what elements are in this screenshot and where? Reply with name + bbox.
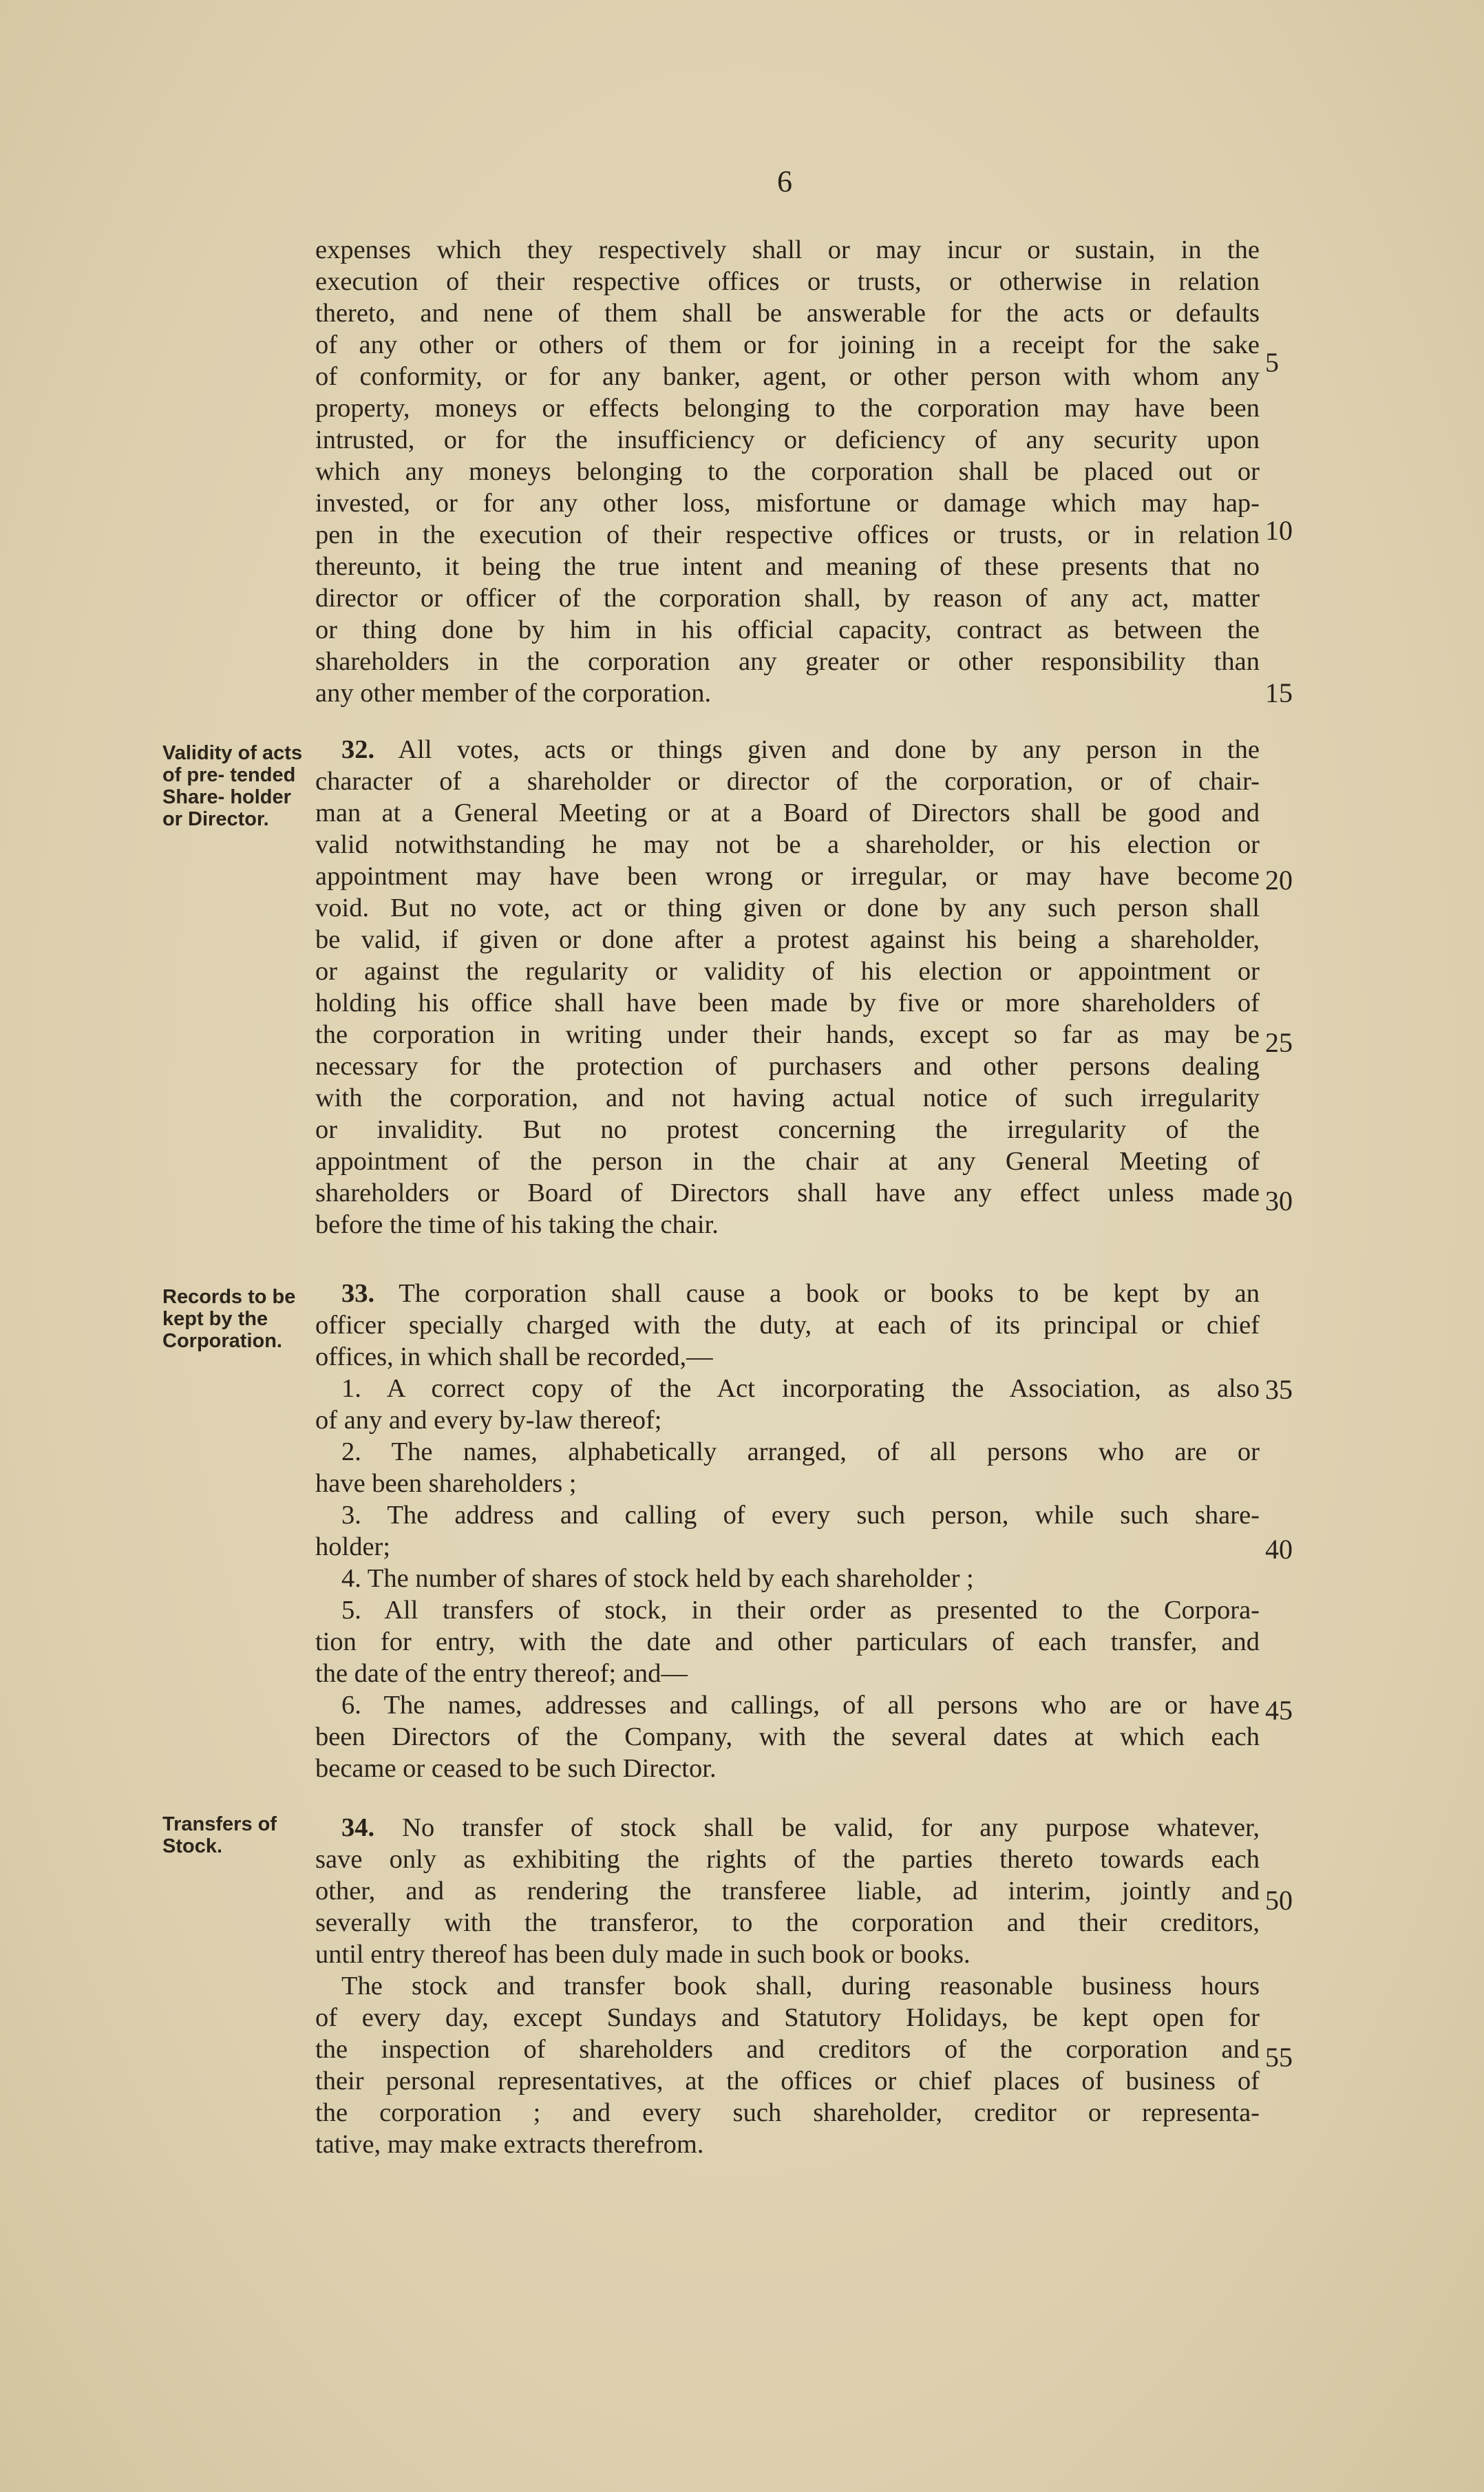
section-number: 32. <box>341 735 375 764</box>
text-line: pen in the execution of their respective offices or trusts, or in relation <box>315 520 1260 549</box>
list-item-2: 2. The names, alphabetically arranged, of all persons who are or <box>341 1437 1260 1466</box>
text-line: their personal representatives, at the offices or chief places of business of <box>315 2067 1260 2095</box>
margin-note-validity: Validity of acts of pre- tended Share- holder or Director. <box>162 742 303 830</box>
line-number: 45 <box>1265 1695 1293 1726</box>
text-line: been Directors of the Company, with the several dates at which each <box>315 1722 1260 1751</box>
text-line: holding his office shall have been made by five or more shareholders of <box>315 989 1260 1017</box>
line-number: 55 <box>1265 2042 1293 2073</box>
text-line: which any moneys belonging to the corporation shall be placed out or <box>315 457 1260 486</box>
text-line: with the corporation, and not having actual notice of such irregularity <box>315 1084 1260 1112</box>
text-line: of any other or others of them or for joining in a receipt for the sake <box>315 330 1260 359</box>
text-line-content: No transfer of stock shall be valid, for any purpose whatever, <box>402 1813 1260 1842</box>
line-number: 20 <box>1265 865 1293 896</box>
text-line <box>341 1278 1260 1309</box>
text-line: other, and as rendering the transferee liable, ad interim, jointly and <box>315 1877 1260 1905</box>
text-line: void. But no vote, act or thing given or done by any such person shall <box>315 894 1260 922</box>
text-line: shareholders or Board of Directors shall have any effect unless made <box>315 1179 1260 1207</box>
text-line: severally with the transferor, to the corporation and their creditors, <box>315 1908 1260 1937</box>
list-item-3: 3. The address and calling of every such person, while such share- <box>341 1501 1260 1530</box>
text-line: thereto, and nene of them shall be answerable for the acts or defaults <box>315 299 1260 328</box>
section-number: 33. <box>341 1279 375 1308</box>
text-line: of every day, except Sundays and Statutory Holidays, be kept open for <box>315 2003 1260 2032</box>
text-line-content: All votes, acts or things given and done by any person in the <box>398 735 1260 764</box>
text-line: before the time of his taking the chair. <box>315 1210 719 1239</box>
text-line: holder; <box>315 1532 391 1561</box>
text-line: or invalidity. But no protest concerning the irregularity of the <box>315 1115 1260 1144</box>
text-line: or against the regularity or validity of his election or appointment or <box>315 957 1260 986</box>
text-line: save only as exhibiting the rights of the parties thereto towards each <box>315 1845 1260 1874</box>
text-line <box>341 1812 1260 1844</box>
section-number: 34. <box>341 1813 375 1842</box>
text-line: director or officer of the corporation shall, by reason of any act, matter <box>315 584 1260 613</box>
text-line: offices, in which shall be recorded,— <box>315 1342 713 1371</box>
list-item-1: 1. A correct copy of the Act incorporating the Association, as also <box>341 1374 1260 1403</box>
text-line: man at a General Meeting or at a Board of Directors shall be good and <box>315 799 1260 827</box>
text-line: became or ceased to be such Director. <box>315 1754 717 1783</box>
line-number: 30 <box>1265 1185 1293 1216</box>
text-line: execution of their respective offices or trusts, or otherwise in relation <box>315 267 1260 296</box>
line-number: 5 <box>1265 347 1279 378</box>
margin-note-transfers: Transfers of Stock. <box>162 1813 277 1857</box>
text-line: tion for entry, with the date and other particulars of each transfer, and <box>315 1627 1260 1656</box>
text-line: appointment of the person in the chair at any General Meeting of <box>315 1147 1260 1176</box>
text-line: the date of the entry thereof; and— <box>315 1659 688 1688</box>
text-line: valid notwithstanding he may not be a shareholder, or his election or <box>315 830 1260 859</box>
text-line: intrusted, or for the insufficiency or deficiency of any security upon <box>315 425 1260 454</box>
text-line: tative, may make extracts therefrom. <box>315 2130 704 2159</box>
text-line: invested, or for any other loss, misfortune or damage which may hap- <box>315 489 1260 518</box>
text-line: appointment may have been wrong or irregular, or may have become <box>315 862 1260 891</box>
text-line: of any and every by-law thereof; <box>315 1406 662 1435</box>
margin-note-records: Records to be kept by the Corporation. <box>162 1286 296 1352</box>
text-line-content: The corporation shall cause a book or books to be kept by an <box>399 1279 1260 1308</box>
text-line: be valid, if given or done after a protest against his being a shareholder, <box>315 925 1260 954</box>
line-number: 35 <box>1265 1374 1293 1405</box>
text-line: have been shareholders ; <box>315 1469 577 1498</box>
page-number: 6 <box>777 165 792 198</box>
text-line: property, moneys or effects belonging to the corporation may have been <box>315 394 1260 423</box>
text-line: the corporation ; and every such shareholder, creditor or representa- <box>315 2098 1260 2127</box>
line-number: 15 <box>1265 677 1293 708</box>
text-line: of conformity, or for any banker, agent, or other person with whom any <box>315 362 1260 391</box>
line-number: 25 <box>1265 1027 1293 1058</box>
line-number: 50 <box>1265 1885 1293 1916</box>
text-line: or thing done by him in his official capacity, contract as between the <box>315 615 1260 644</box>
text-line: thereunto, it being the true intent and meaning of these presents that no <box>315 552 1260 581</box>
text-line: officer specially charged with the duty, at each of its principal or chief <box>315 1311 1260 1340</box>
line-number: 40 <box>1265 1534 1293 1565</box>
line-number: 10 <box>1265 515 1293 546</box>
text-line: expenses which they respectively shall or may incur or sustain, in the <box>315 235 1260 264</box>
list-item-6: 6. The names, addresses and callings, of all persons who are or have <box>341 1691 1260 1720</box>
text-line: until entry thereof has been duly made in such book or books. <box>315 1940 971 1969</box>
list-item-4: 4. The number of shares of stock held by each shareholder ; <box>341 1564 974 1593</box>
text-line: character of a shareholder or director of the corporation, or of chair- <box>315 767 1260 796</box>
list-item-5: 5. All transfers of stock, in their order as presented to the Corpora- <box>341 1596 1260 1625</box>
text-line: The stock and transfer book shall, during reasonable business hours <box>341 1972 1260 2000</box>
text-line: shareholders in the corporation any greater or other responsibility than <box>315 647 1260 676</box>
text-line: the corporation in writing under their hands, except so far as may be <box>315 1020 1260 1049</box>
text-line <box>341 734 1260 765</box>
text-line: the inspection of shareholders and creditors of the corporation and <box>315 2035 1260 2064</box>
text-line: any other member of the corporation. <box>315 679 712 708</box>
text-line: necessary for the protection of purchasers and other persons dealing <box>315 1052 1260 1081</box>
